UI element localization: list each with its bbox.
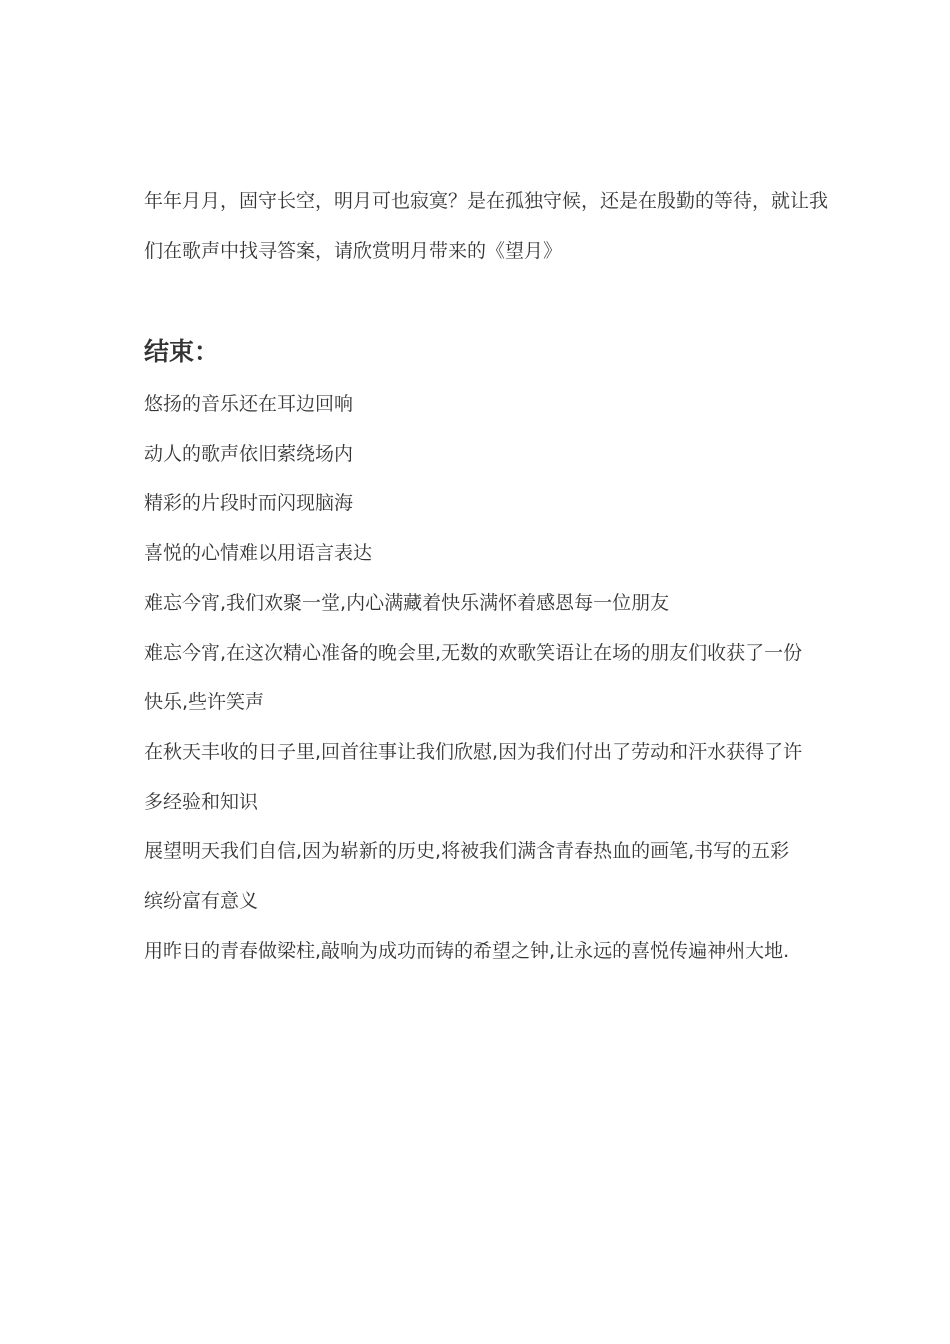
ending-line: 在秋天丰收的日子里,回首往事让我们欣慰,因为我们付出了劳动和汗水获得了许	[144, 740, 803, 763]
ending-line: 多经验和知识	[144, 790, 259, 813]
intro-line: 年年月月，固守长空，明月可也寂寞？是在孤独守候，还是在殷勤的等待，就让我	[144, 190, 829, 212]
ending-line: 用昨日的青春做梁柱,敲响为成功而铸的希望之钟,让永远的喜悦传遍神州大地.	[144, 939, 790, 962]
ending-paragraph	[144, 380, 814, 976]
ending-line: 精彩的片段时而闪现脑海	[144, 492, 354, 515]
ending-line: 快乐,些许笑声	[144, 691, 265, 714]
ending-line: 难忘今宵,在这次精心准备的晚会里,无数的欢歌笑语让在场的朋友们收获了一份	[144, 641, 803, 664]
ending-line: 缤纷富有意义	[144, 890, 259, 913]
ending-line: 喜悦的心情难以用语言表达	[144, 542, 373, 565]
ending-line: 展望明天我们自信,因为崭新的历史,将被我们满含青春热血的画笔,书写的五彩	[144, 840, 790, 863]
ending-line: 动人的歌声依旧萦绕场内	[144, 442, 354, 465]
intro-line: 们在歌声中找寻答案，请欣赏明月带来的《望月》	[144, 240, 563, 262]
intro-paragraph	[144, 176, 829, 276]
ending-line: 难忘今宵,我们欢聚一堂,内心满藏着快乐满怀着感恩每一位朋友	[144, 591, 670, 614]
ending-heading: 结束：	[144, 337, 220, 366]
document-body	[144, 176, 829, 976]
ending-line: 悠扬的音乐还在耳边回响	[144, 393, 354, 415]
